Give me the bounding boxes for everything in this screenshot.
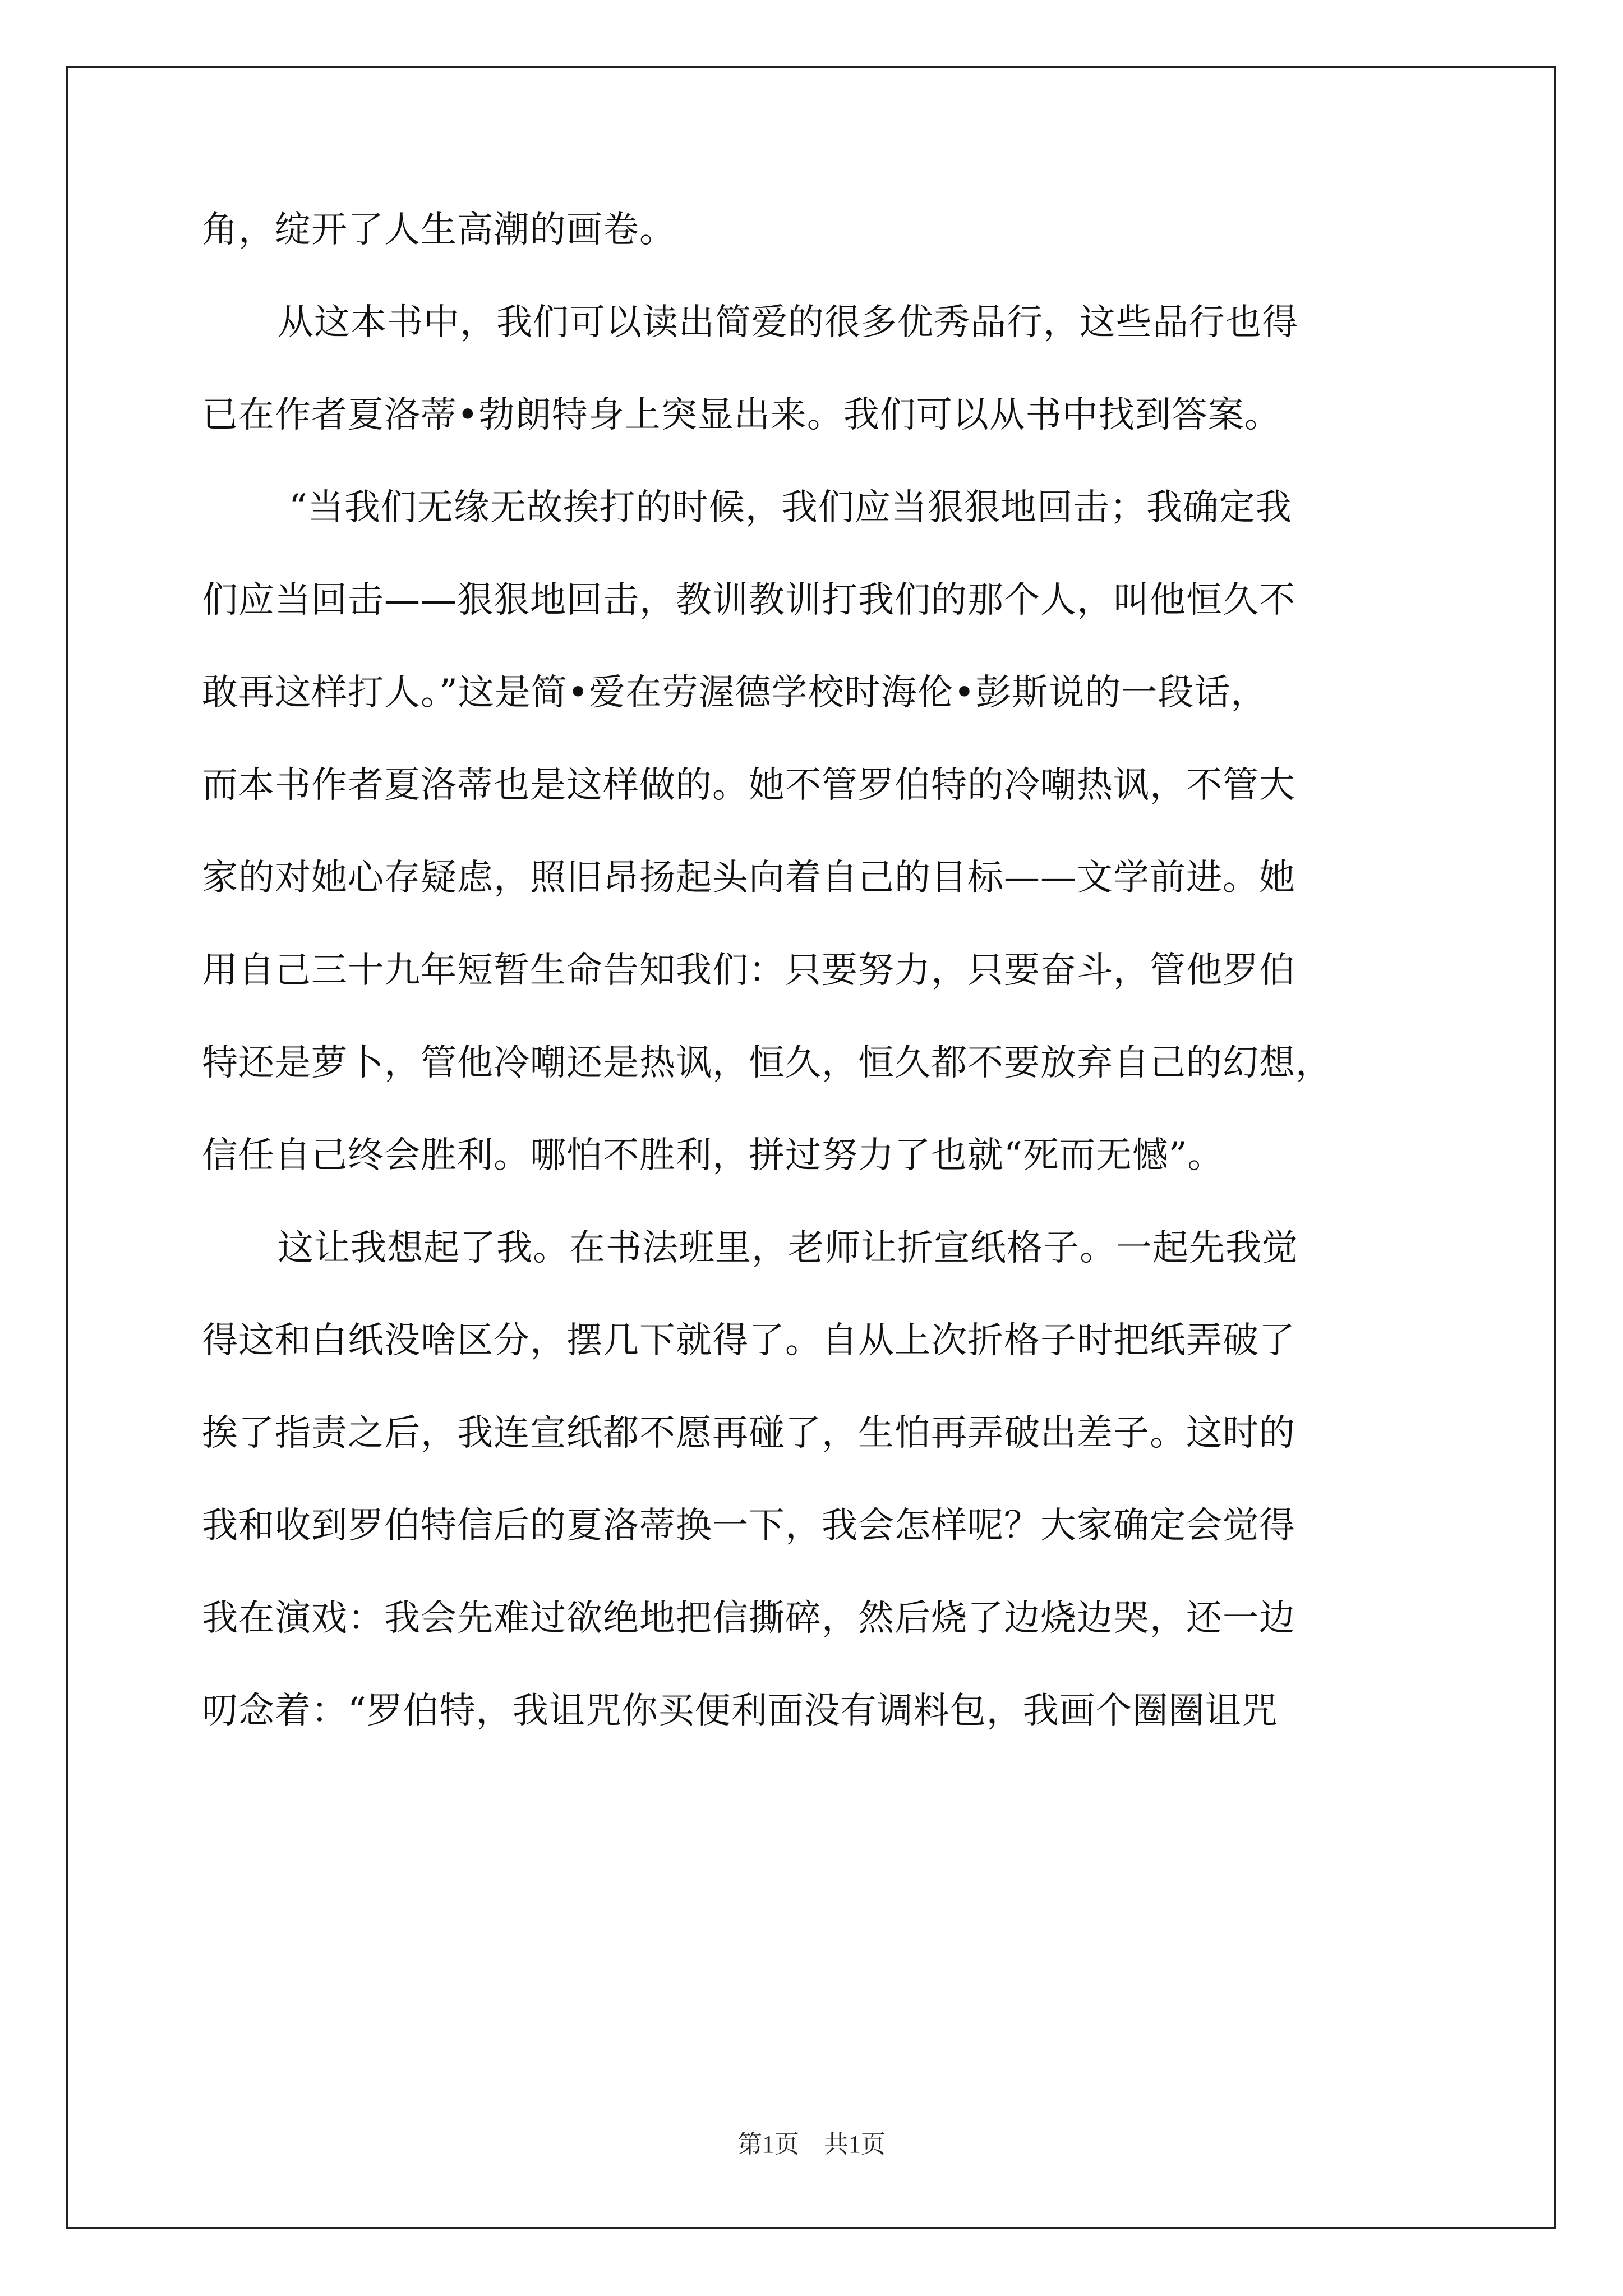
text-line: 用自己三十九年短暂生命告知我们：只要努力，只要奋斗，管他罗伯 xyxy=(202,950,1295,991)
text-line: 特还是萝卜，管他冷嘲还是热讽，恒久，恒久都不要放弃自己的幻想， xyxy=(202,1042,1332,1084)
text-line: 已在作者夏洛蒂•勃朗特身上突显出来。我们可以从书中找到答案。 xyxy=(202,394,1281,436)
text-line: 我在演戏：我会先难过欲绝地把信撕碎，然后烧了边烧边哭，还一边 xyxy=(202,1598,1295,1639)
text-line: 家的对她心存疑虑，照旧昂扬起头向着自己的目标——文学前进。她 xyxy=(202,857,1295,899)
text-line: 们应当回击——狠狠地回击，教训教训打我们的那个人，叫他恒久不 xyxy=(202,579,1295,621)
text-line: 我和收到罗伯特信后的夏洛蒂换一下，我会怎样呢？大家确定会觉得 xyxy=(202,1505,1295,1547)
text-line: 信任自己终会胜利。哪怕不胜利，拼过努力了也就“死而无憾”。 xyxy=(202,1135,1224,1176)
page-number-footer: 第1页 共1页 xyxy=(737,2131,886,2158)
text-line: 挨了指责之后，我连宣纸都不愿再碰了，生怕再弄破出差子。这时的 xyxy=(202,1412,1295,1454)
text-line: 敢再这样打人。”这是简•爱在劳渥德学校时海伦•彭斯说的一段话， xyxy=(202,672,1267,714)
text-line: 角，绽开了人生高潮的画卷。 xyxy=(202,209,676,251)
text-line: 从这本书中，我们可以读出简爱的很多优秀品行，这些品行也得 xyxy=(278,302,1298,343)
text-line: 而本书作者夏洛蒂也是这样做的。她不管罗伯特的冷嘲热讽，不管大 xyxy=(202,765,1295,806)
text-line: 叨念着：“罗伯特，我诅咒你买便利面没有调料包，我画个圈圈诅咒 xyxy=(202,1690,1278,1732)
text-line: 这让我想起了我。在书法班里，老师让折宣纸格子。一起先我觉 xyxy=(278,1227,1298,1269)
text-line: “当我们无缘无故挨打的时候，我们应当狠狠地回击；我确定我 xyxy=(289,487,1292,528)
text-line: 得这和白纸没啥区分，摆几下就得了。自从上次折格子时把纸弄破了 xyxy=(202,1320,1295,1361)
